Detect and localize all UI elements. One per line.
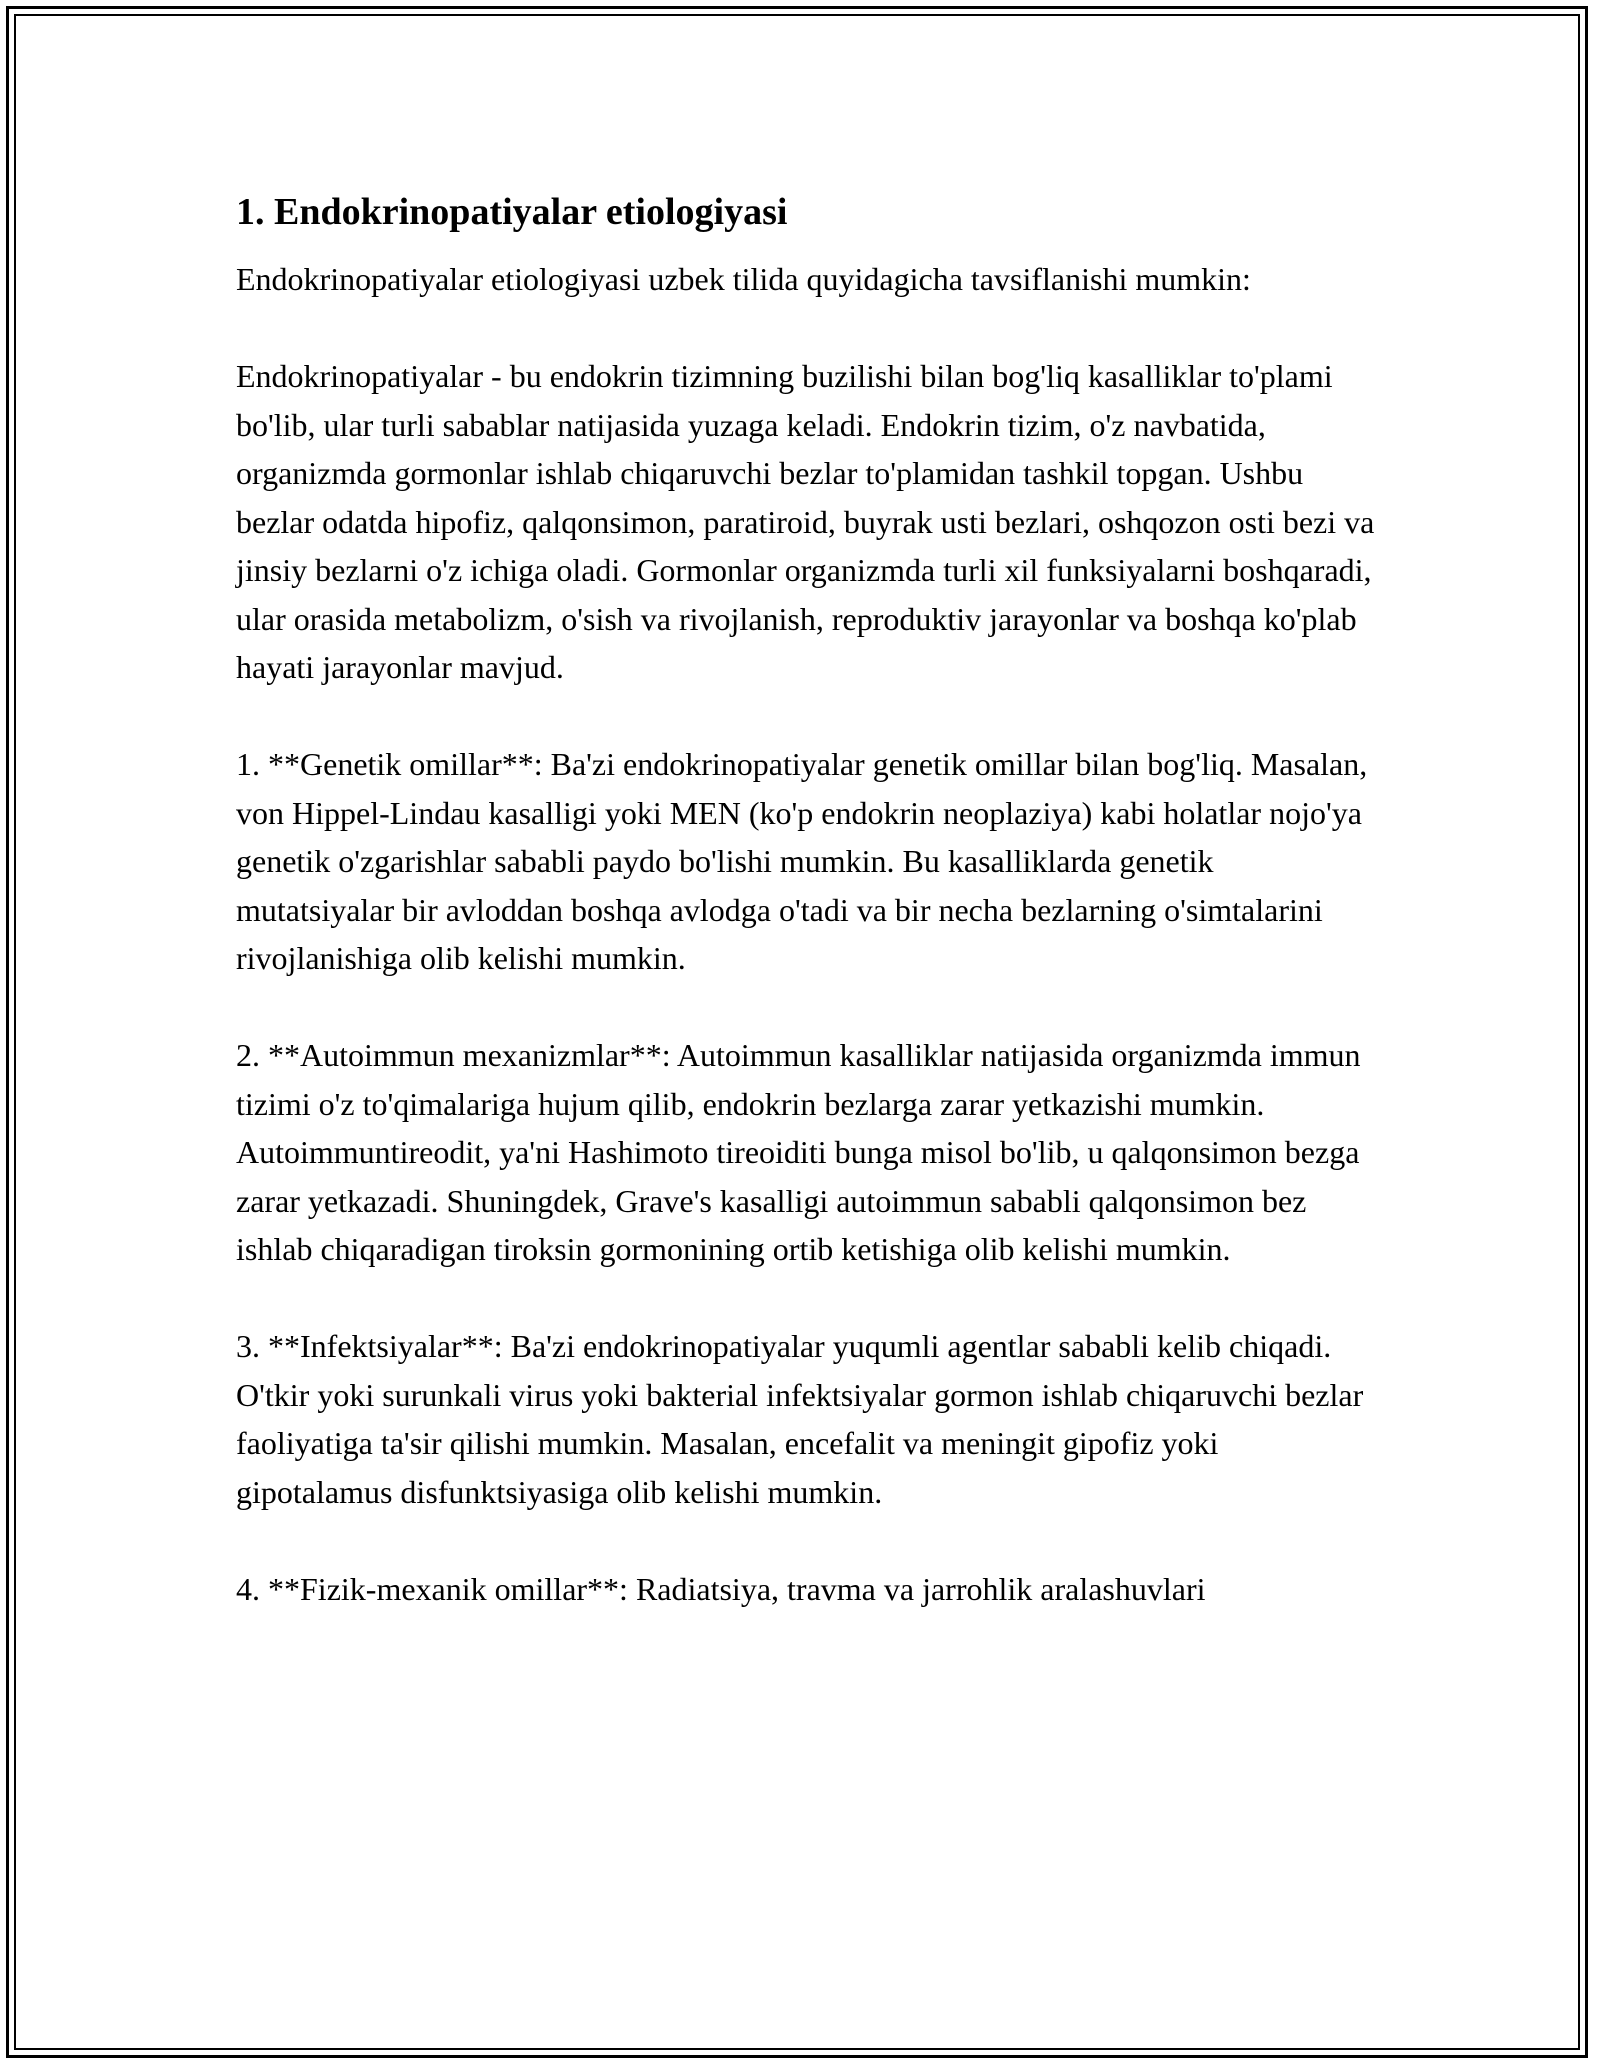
physical-mechanical-factors-paragraph: 4. **Fizik-mexanik omillar**: Radiatsiya, travma va jarrohlik aralashuvlari	[236, 1570, 1206, 1607]
definition-paragraph: Endokrinopatiyalar - bu endokrin tizimning buzilishi bilan bog'liq kasalliklar to'plami bo'lib, ular turli sabablar natijasida yuzaga keladi. Endokrin tizim, o'z navbatida, organizmda gormonlar ishlab chiqaruvchi bezlar to'plamidan tashkil topgan. Ushbu bezlar odatda hipofiz, qalqonsimon, paratiroid, buyrak usti bezlari, oshqozon osti bezi va jinsiy bezlarni o'z ichiga oladi. Gormonlar organizmda turli xil funksiyalarni boshqaradi, ular orasida metabolizm, o'sish va rivojlanish, reproduktiv jarayonlar va boshqa ko'plab hayati jarayonlar mavjud.	[236, 358, 1375, 685]
autoimmune-mechanisms-paragraph: 2. **Autoimmun mexanizmlar**: Autoimmun kasalliklar natijasida organizmda immun tizimi o'z to'qimalariga hujum qilib, endokrin bezlarga zarar yetkazishi mumkin. Autoimmuntireodit, ya'ni Hashimoto tireoiditi bunga misol bo'lib, u qalqonsimon bezga zarar yetkazadi. Shuningdek, Grave's kasalligi autoimmun sababli qalqonsimon bez ishlab chiqaradigan tiroksin gormonining ortib ketishiga olib kelishi mumkin.	[236, 1037, 1361, 1267]
intro-paragraph: Endokrinopatiyalar etiologiyasi uzbek tilida quyidagicha tavsiflanishi mumkin:	[236, 261, 1251, 297]
genetic-factors-paragraph: 1. **Genetik omillar**: Ba'zi endokrinopatiyalar genetik omillar bilan bog'liq. Masalan, von Hippel-Lindau kasalligi yoki MEN (ko'p endokrin neoplaziya) kabi holatlar nojo'ya genetik o'zgarishlar sababli paydo bo'lishi mumkin. Bu kasalliklarda genetik mutatsiyalar bir avloddan boshqa avlodga o'tadi va bir necha bezlarning o'simtalarini rivojlanishiga olib kelishi mumkin.	[236, 746, 1368, 976]
infections-paragraph: 3. **Infektsiyalar**: Ba'zi endokrinopatiyalar yuqumli agentlar sababli kelib chiqadi. O'tkir yoki surunkali virus yoki bakterial infektsiyalar gormon ishlab chiqaruvchi bezlar faoliyatiga ta'sir qilishi mumkin. Masalan, encefalit va meningit gipofiz yoki gipotalamus disfunktsiyasiga olib kelishi mumkin.	[236, 1328, 1364, 1510]
document-body	[236, 185, 1376, 1613]
page-title: 1. Endokrinopatiyalar etiologiyasi	[236, 191, 788, 233]
